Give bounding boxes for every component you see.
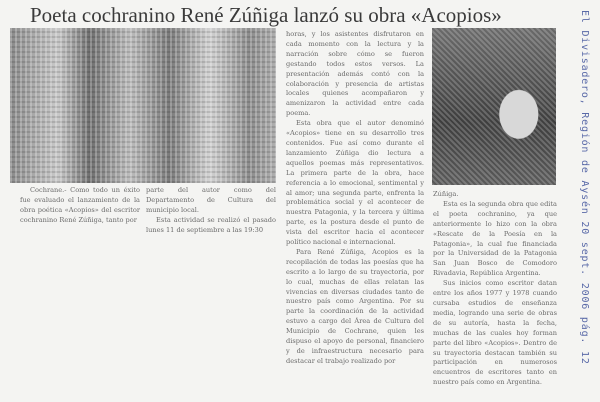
paragraph: Sus inicios como escritor datan entre los años 1977 y 1978 cuando cursaba estudios de enseñanza media, logrando una serie de obras de su autoría, hasta la fecha, muchas de las cuales hoy forman parte del libro «Acopios». Dentro de su trayectoria destacan también su participación en numerosos encuentros de escritores tanto en nuestro país como en Argentina. xyxy=(433,279,557,387)
paragraph: Esta obra que el autor denominó «Acopios» tiene en su desarrollo tres contenidos. Fue así como durante el lanzamiento Zúñiga dio lectura a aquellos poemas más representativos. La primera parte de la obra, hace referencia a lo emocional, sentimental y al amor; una segunda parte, enfrenta la problemática social y el acontecer de nuestra Patagonia, y la tercera y última parte, es la postura desde el punto de vista del escritor hacia el acontecer político nacional e internacional. xyxy=(286,119,424,247)
paragraph: Para René Zúñiga, Acopios es la recopilación de todas las poesías que ha escrito a lo largo de su trayectoria, por lo cual, muchas de ellas relatan las vivencias en diversas ciudades tanto de nuestro país como Argentina. Por su parte la coordinación de la actividad estuvo a cargo del Área de Cultura del Municipio de Cochrane, quien les dispuso el apoyo de personal, financiero y de infraestructura necesario para destacar el trabajo realizado por xyxy=(286,247,424,365)
middle-column xyxy=(286,30,424,367)
paragraph: parte del autor como del Departamento de Cultura del municipio local. xyxy=(146,186,276,214)
headline: Poeta cochranino René Zúñiga lanzó su obra «Acopios» xyxy=(30,3,502,27)
photo-musicians xyxy=(10,28,276,183)
caption-column-1 xyxy=(20,186,140,226)
paragraph: Cochrane.- Como todo un éxito fue evaluado el lanzamiento de la obra poética «Acopios» del escritor cochranino René Zúñiga, tanto por xyxy=(20,186,140,224)
caption-column-2 xyxy=(146,186,276,236)
handwritten-source-note: El Divisadero, Región de Aysén 20 sept. 2006 pág. 12 xyxy=(579,10,590,365)
photo-author-portrait xyxy=(432,28,556,185)
paragraph: Esta es la segunda obra que edita el poeta cochranino, ya que anteriormente lo hizo con la obra «Rescate de la Poesía en la Patagonia», la cual fue financiada por la Universidad de la Patagonia San Juan Bosco de Comodoro Rivadavia, República Argentina. xyxy=(433,199,557,278)
paragraph: Esta actividad se realizó el pasado lunes 11 de septiembre a las 19:30 xyxy=(146,215,276,234)
paragraph: Zúñiga. xyxy=(433,190,459,198)
paragraph: horas, y los asistentes disfrutaron en cada momento con la lectura y la narración sobre cómo se fueron gestando todos estos versos. La presentación además contó con la colaboración y presencia de artistas locales quienes acompañaron y amenizaron la actividad entre cada poema. xyxy=(286,30,424,118)
right-column xyxy=(433,190,557,388)
